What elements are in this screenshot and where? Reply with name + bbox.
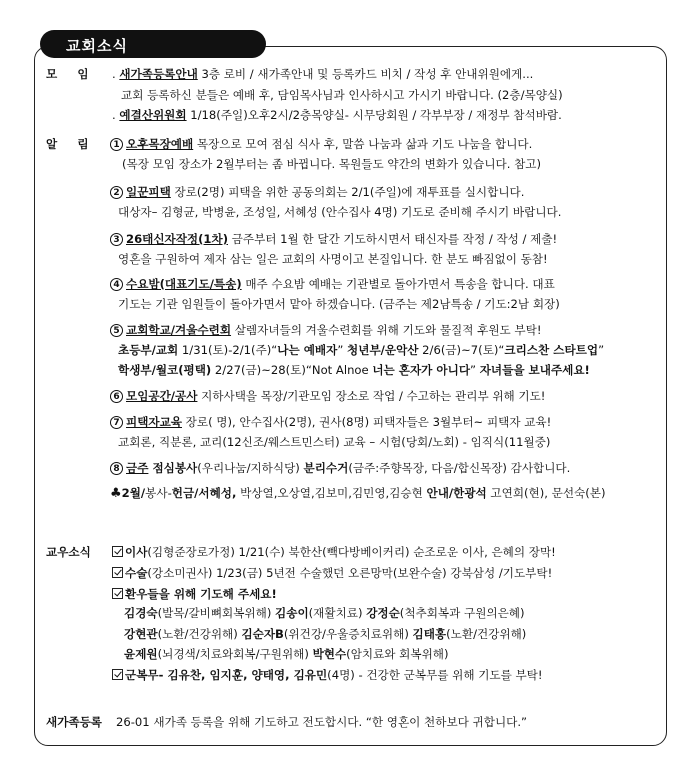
section-label-newfamily: 새가족등록 xyxy=(46,715,102,729)
number-badge: 1 xyxy=(110,138,123,151)
new-family-guide-title: 새가족등록안내 xyxy=(119,67,198,81)
patient-line-3: 윤제원(뇌경색/치료와회복/구원위해) 박현수(암치료와 회복위해) xyxy=(124,647,449,661)
number-badge: 2 xyxy=(110,186,123,199)
member-2: 수술(강소미권사) 1/23(금) 5년전 수술했던 오른망막(보완수술) 강북삼성 /기도부탁! xyxy=(112,565,552,581)
checkbox-icon xyxy=(112,546,123,557)
meeting-line-3: . 예결산위원회 1/18(주일)오후2시/2층목양실- 시무당회원 / 각부부장 / 재정부 참석바람. xyxy=(112,108,562,122)
notice-3: 3 26태신자작정(1차) 금주부터 1월 한 달간 기도하시면서 태신자를 작정 / 작성 / 제출! xyxy=(110,231,557,247)
notice-2-line-2: 대상자– 김형균, 박병윤, 조성일, 서혜성 (안수집사 4명) 기도로 준비해 주시기 바랍니다. xyxy=(118,205,562,219)
notice-5: 5 교회학교/겨울수련회 살렘자녀들의 겨울수련회를 위해 기도와 물질적 후원도 부탁! xyxy=(110,322,541,338)
notice-1-line-2: (목장 모임 장소가 2월부터는 좀 바뀝니다. 목원들도 약간의 변화가 있습니다. 참고) xyxy=(122,157,542,171)
member-3: 환우들을 위해 기도해 주세요! xyxy=(112,586,277,602)
checkbox-icon xyxy=(112,567,123,578)
section-label-meeting: 모 임 xyxy=(46,67,89,81)
section-label-notice: 알 림 xyxy=(46,137,89,151)
number-badge: 7 xyxy=(110,416,123,429)
number-badge: 4 xyxy=(110,278,123,291)
notice-6: 6 모임공간/공사 지하사택을 목장/기관모임 장소로 작업 / 수고하는 관리부 위해 기도! xyxy=(110,388,545,404)
notice-7: 7 피택자교육 장로( 명), 안수집사(2명), 권사(8명) 피택자들은 3월부터~ 피택자 교육! xyxy=(110,414,551,430)
newfamily-text: 26-01 새가족 등록을 위해 기도하고 전도합시다. “한 영혼이 천하보다 귀합니다.” xyxy=(116,715,528,729)
title-tab xyxy=(40,30,266,58)
notice-8: 8 금주 점심봉사(우리나눔/지하식당) 분리수거(금주:주향목장, 다음/합신목장) 감사합니다. xyxy=(110,460,570,476)
notice-3-line-2: 영혼을 구원하여 제자 삼는 일은 교회의 사명이고 본질입니다. 한 분도 빠짐없이 동참! xyxy=(118,252,548,266)
notice-5-line-3: 학생부/월코(평택) 2/27(금)~28(토)“Not Alnoe 너는 혼자가 아니다” 자녀들을 보내주세요! xyxy=(118,363,590,377)
number-badge: 3 xyxy=(110,233,123,246)
patient-line-2: 강현관(노환/건강위해) 김순자B(위건강/우울증치료위해) 김태홍(노환/건강위해) xyxy=(124,627,527,641)
member-4: 군복무- 김유찬, 임지훈, 양태영, 김유민(4명) - 건강한 군복무를 위해 기도를 부탁! xyxy=(112,667,543,683)
notice-5-line-2: 초등부/교회 1/31(토)-2/1(주)“나는 예배자” 청년부/운악산 2/6(금)~7(토)“크리스찬 스타트업” xyxy=(118,343,605,357)
checkbox-icon xyxy=(112,588,123,599)
notice-2: 2 일꾼피택 장로(2명) 피택을 위한 공동의회는 2/1(주일)에 재투표를 실시합니다. xyxy=(110,184,524,200)
number-badge: 8 xyxy=(110,462,123,475)
checkbox-icon xyxy=(112,669,123,680)
number-badge: 6 xyxy=(110,390,123,403)
notice-4-line-2: 기도는 기관 임원들이 돌아가면서 맡아 하겠습니다. (금주는 제2남특송 / 기도:2남 회장) xyxy=(118,297,560,311)
patient-line-1: 김경숙(발목/갈비뼈회복위해) 김송이(재활치료) 강정순(척추회복과 구원의은혜) xyxy=(124,606,525,620)
club-icon: ♣ xyxy=(110,486,122,501)
meeting-line-2: 교회 등록하신 분들은 예배 후, 담임목사님과 인사하시고 가시기 바랍니다. (2층/목양실) xyxy=(121,88,563,102)
number-badge: 5 xyxy=(110,324,123,337)
notice-7-line-2: 교회론, 직분론, 교리(12신조/웨스트민스터) 교육 – 시험(당회/노회) - 임직식(11월중) xyxy=(118,435,551,449)
notice-4: 4 수요밤(대표기도/특송) 매주 수요밤 예배는 기관별로 돌아가면서 특송을 합니다. 대표 xyxy=(110,276,555,292)
notice-9: ♣2월/봉사-헌금/서혜성, 박상열,오상열,김보미,김민영,김승현 안내/한광석 고연희(현), 문선숙(본) xyxy=(110,486,606,501)
meeting-line-1: . 새가족등록안내 3층 로비 / 새가족안내 및 등록카드 비치 / 작성 후 안내위원에게... xyxy=(112,67,534,81)
member-1: 이사(김형준장로가정) 1/21(수) 북한산(빽다방베이커리) 순조로운 이사, 은혜의 장막! xyxy=(112,544,556,560)
budget-committee-title: 예결산위원회 xyxy=(119,108,187,122)
notice-1: 1 오후목장예배 목장으로 모여 점심 식사 후, 말씀 나눔과 삶과 기도 나눔을 합니다. xyxy=(110,136,532,152)
section-label-member: 교우소식 xyxy=(46,545,91,559)
page-title: 교회소식 xyxy=(66,37,128,55)
